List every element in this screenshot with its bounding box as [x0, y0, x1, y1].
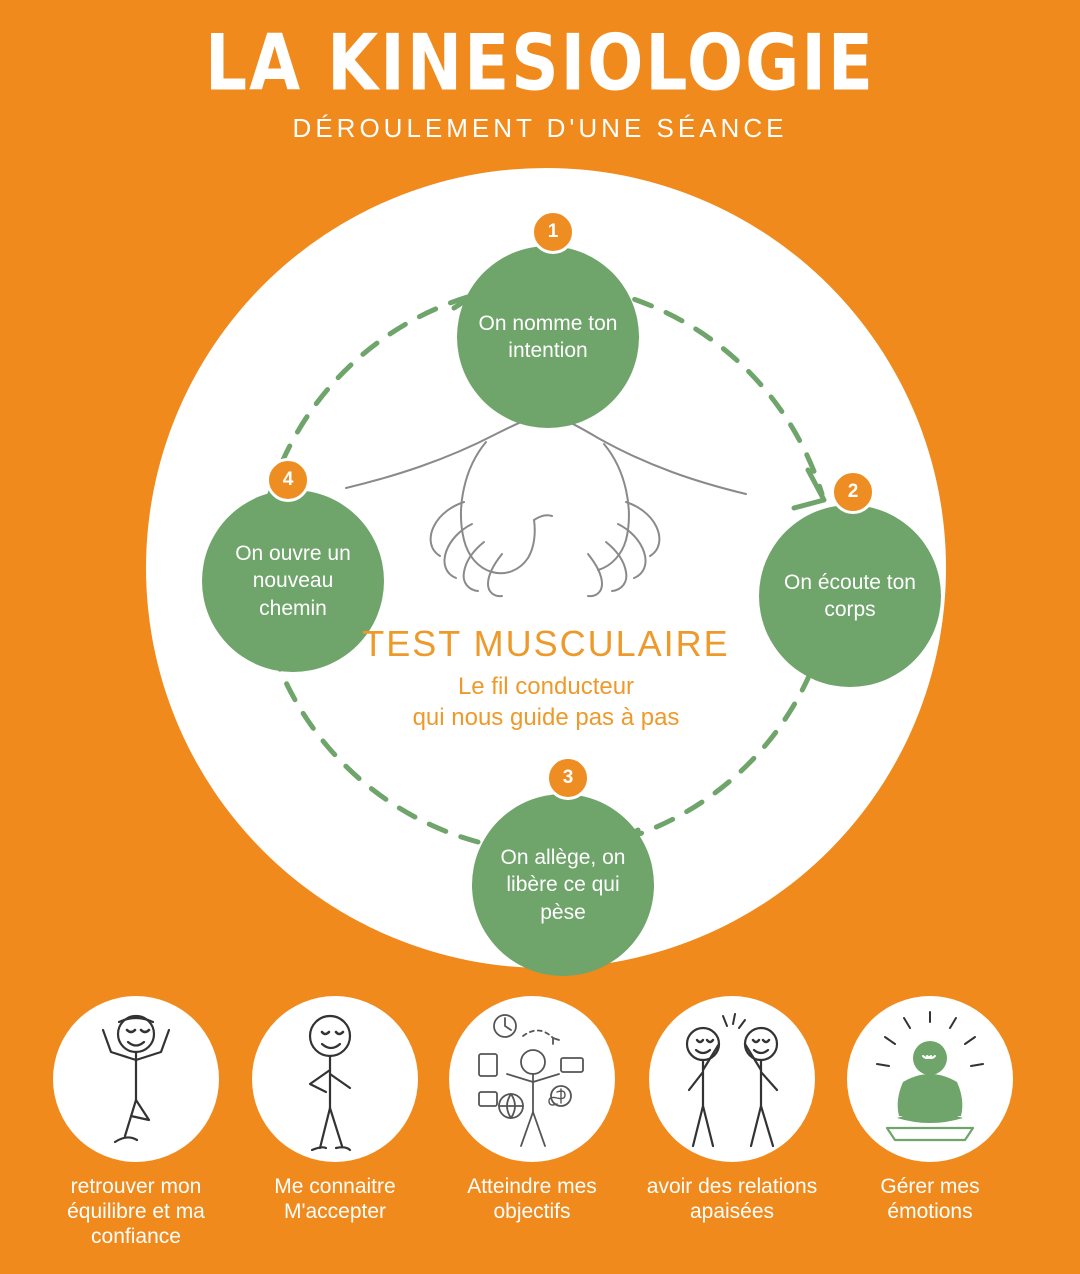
benefit-item-1[interactable]	[48, 996, 224, 1250]
process-wheel	[146, 168, 946, 968]
juggling-goals-icon	[449, 996, 615, 1162]
step-2-badge: 2	[831, 470, 875, 514]
bottom-bar	[0, 1260, 1080, 1274]
step-3-badge: 3	[546, 756, 590, 800]
benefit-label-4: avoir des relations apaisées	[646, 1175, 818, 1224]
benefit-item-2[interactable]	[247, 996, 423, 1224]
step-3-label: On allège, on libère ce qui pèse	[500, 846, 626, 924]
center-subtitle-line-1: Le fil conducteur	[457, 673, 635, 700]
benefit-label-5: Gérer mes émotions	[880, 1175, 980, 1224]
yoga-balance-icon	[53, 996, 219, 1162]
benefit-item-4[interactable]	[644, 996, 820, 1224]
benefits-row	[0, 990, 1080, 1270]
header	[0, 0, 1080, 144]
step-4[interactable]	[202, 490, 384, 672]
step-1-label: On nomme ton intention	[478, 311, 618, 362]
benefit-label-2: Me connaitre M'accepter	[274, 1175, 396, 1224]
benefit-item-5[interactable]	[842, 996, 1018, 1224]
hands-illustration	[336, 398, 756, 608]
step-2[interactable]	[759, 505, 941, 687]
person-standing-icon	[252, 996, 418, 1162]
step-1[interactable]	[457, 246, 639, 428]
center-subtitle-line-2: qui nous guide pas à pas	[412, 704, 680, 731]
step-4-badge: 4	[266, 458, 310, 502]
page-title: LA KINESIOLOGIE	[205, 17, 875, 109]
step-3[interactable]	[472, 794, 654, 976]
benefit-item-3[interactable]	[444, 996, 620, 1224]
page-subtitle: DÉROULEMENT D'UNE SÉANCE	[292, 113, 788, 144]
step-2-label: On écoute ton corps	[784, 570, 916, 621]
step-4-label: On ouvre un nouveau chemin	[235, 542, 351, 620]
meditation-icon	[847, 996, 1013, 1162]
two-people-highfive-icon	[649, 996, 815, 1162]
center-title: TEST MUSCULAIRE	[362, 623, 730, 664]
step-1-badge: 1	[531, 210, 575, 254]
benefit-label-3: Atteindre mes objectifs	[467, 1175, 597, 1224]
benefit-label-1: retrouver mon équilibre et ma confiance	[67, 1175, 205, 1249]
